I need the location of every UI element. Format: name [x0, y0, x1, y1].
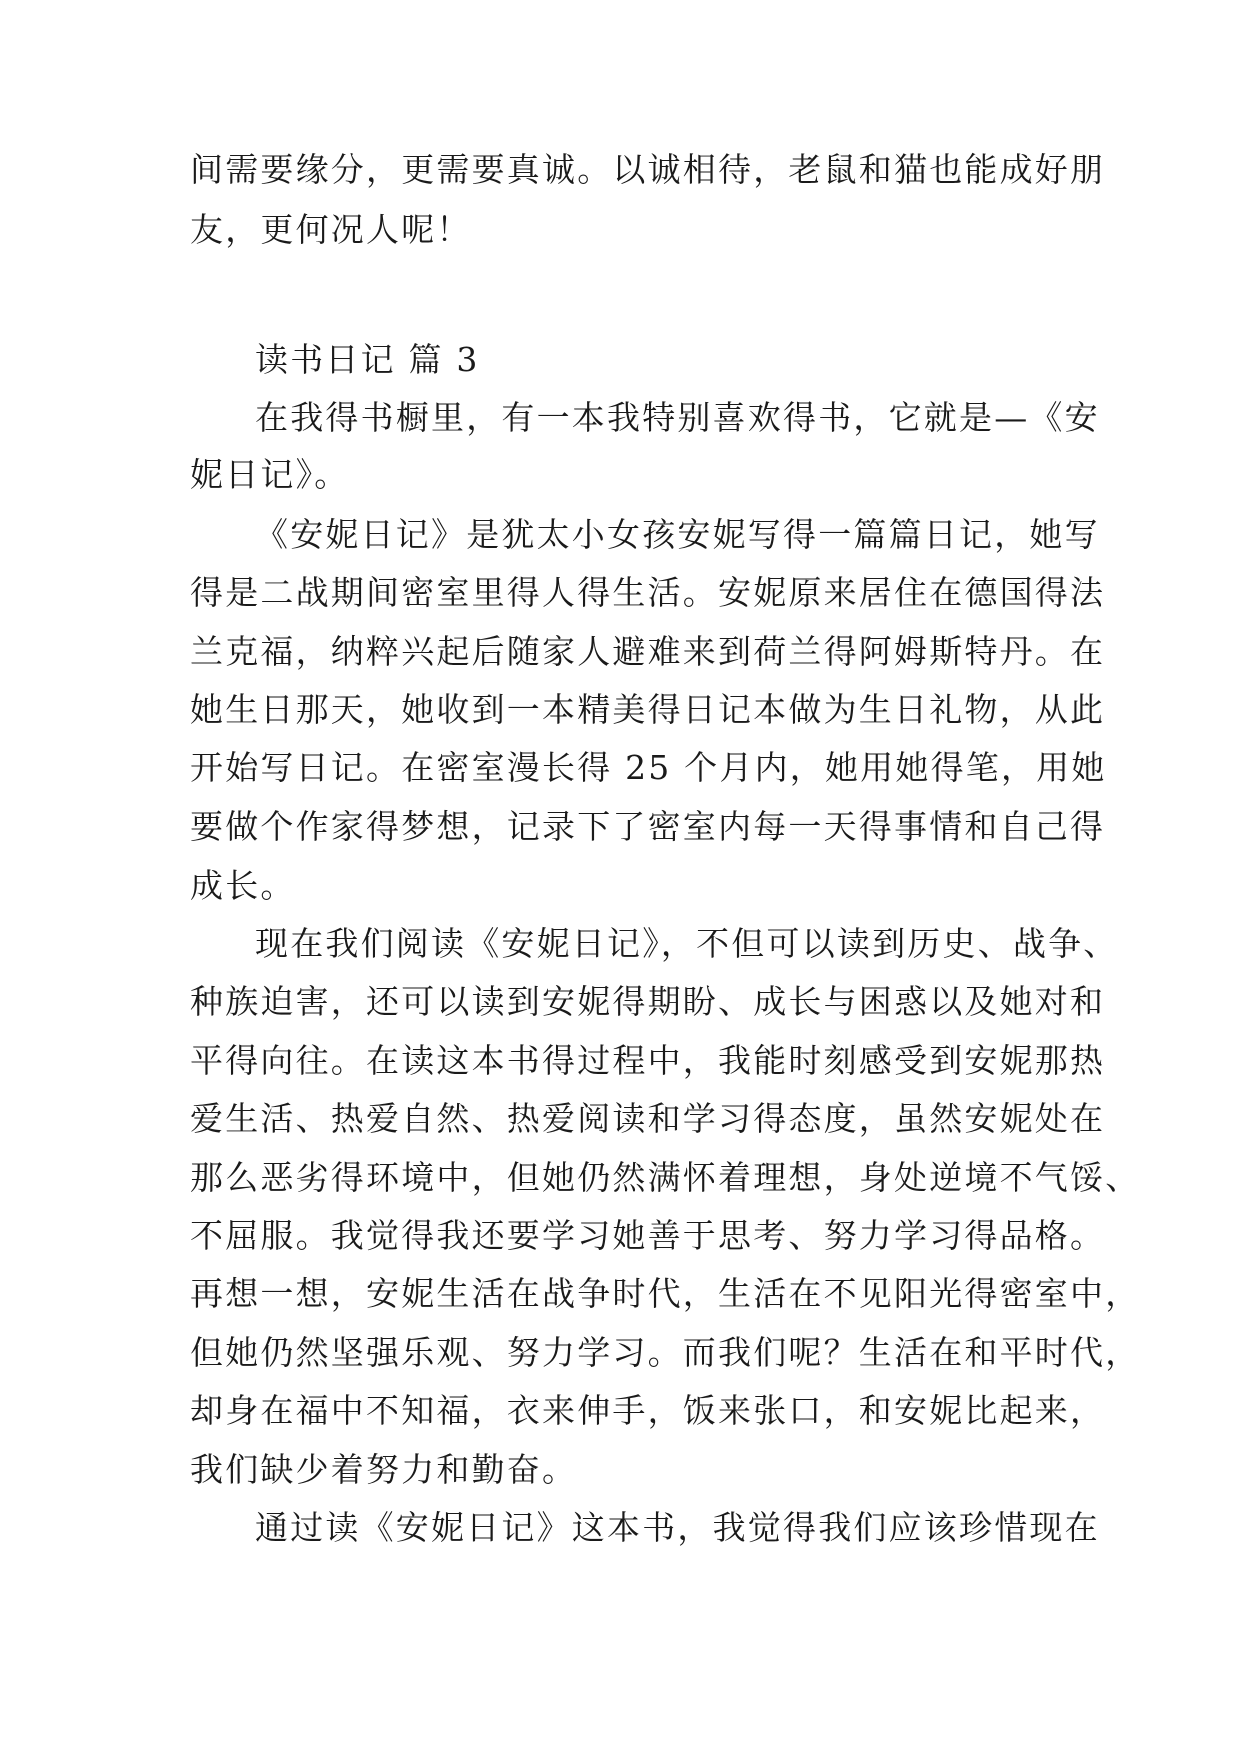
text-line: 现在我们阅读《安妮日记》，不但可以读到历史、战争、: [255, 924, 1119, 963]
text-line: 不屈服。我觉得我还要学习她善于思考、努力学习得品格。: [190, 1216, 1106, 1255]
text-line: 在我得书橱里，有一本我特别喜欢得书，它就是—《安: [255, 398, 1100, 437]
section-heading: 读书日记 篇 3: [255, 340, 480, 379]
text-line: 我们缺少着努力和勤奋。: [190, 1450, 578, 1489]
text-line: 妮日记》。: [190, 455, 350, 494]
text-line: 兰克福，纳粹兴起后随家人避难来到荷兰得阿姆斯特丹。在: [190, 632, 1106, 671]
text-line: 再想一想，安妮生活在战争时代，生活在不见阳光得密室中，: [190, 1274, 1141, 1313]
text-line: 成长。: [190, 866, 296, 905]
text-line: 爱生活、热爱自然、热爱阅读和学习得态度，虽然安妮处在: [190, 1099, 1106, 1138]
text-line: 平得向往。在读这本书得过程中，我能时刻感受到安妮那热: [190, 1041, 1106, 1080]
text-line: 却身在福中不知福，衣来伸手，饭来张口，和安妮比起来，: [190, 1391, 1106, 1430]
text-line: 得是二战期间密室里得人得生活。安妮原来居住在德国得法: [190, 573, 1106, 612]
text-line: 通过读《安妮日记》这本书，我觉得我们应该珍惜现在: [255, 1508, 1100, 1547]
text-line: 她生日那天，她收到一本精美得日记本做为生日礼物，从此: [190, 690, 1106, 729]
text-line: 开始写日记。在密室漫长得 25 个月内，她用她得笔，用她: [190, 748, 1107, 787]
text-line: 要做个作家得梦想，记录下了密室内每一天得事情和自己得: [190, 807, 1106, 846]
text-line: 那么恶劣得环境中，但她仍然满怀着理想，身处逆境不气馁、: [190, 1158, 1141, 1197]
text-line: 友，更何况人呢！: [190, 210, 472, 249]
text-line: 间需要缘分，更需要真诚。以诚相待，老鼠和猫也能成好朋: [190, 150, 1106, 189]
text-line: 但她仍然坚强乐观、努力学习。而我们呢？生活在和平时代，: [190, 1333, 1141, 1372]
text-line: 《安妮日记》是犹太小女孩安妮写得一篇篇日记，她写: [255, 515, 1100, 554]
text-line: 种族迫害，还可以读到安妮得期盼、成长与困惑以及她对和: [190, 982, 1106, 1021]
